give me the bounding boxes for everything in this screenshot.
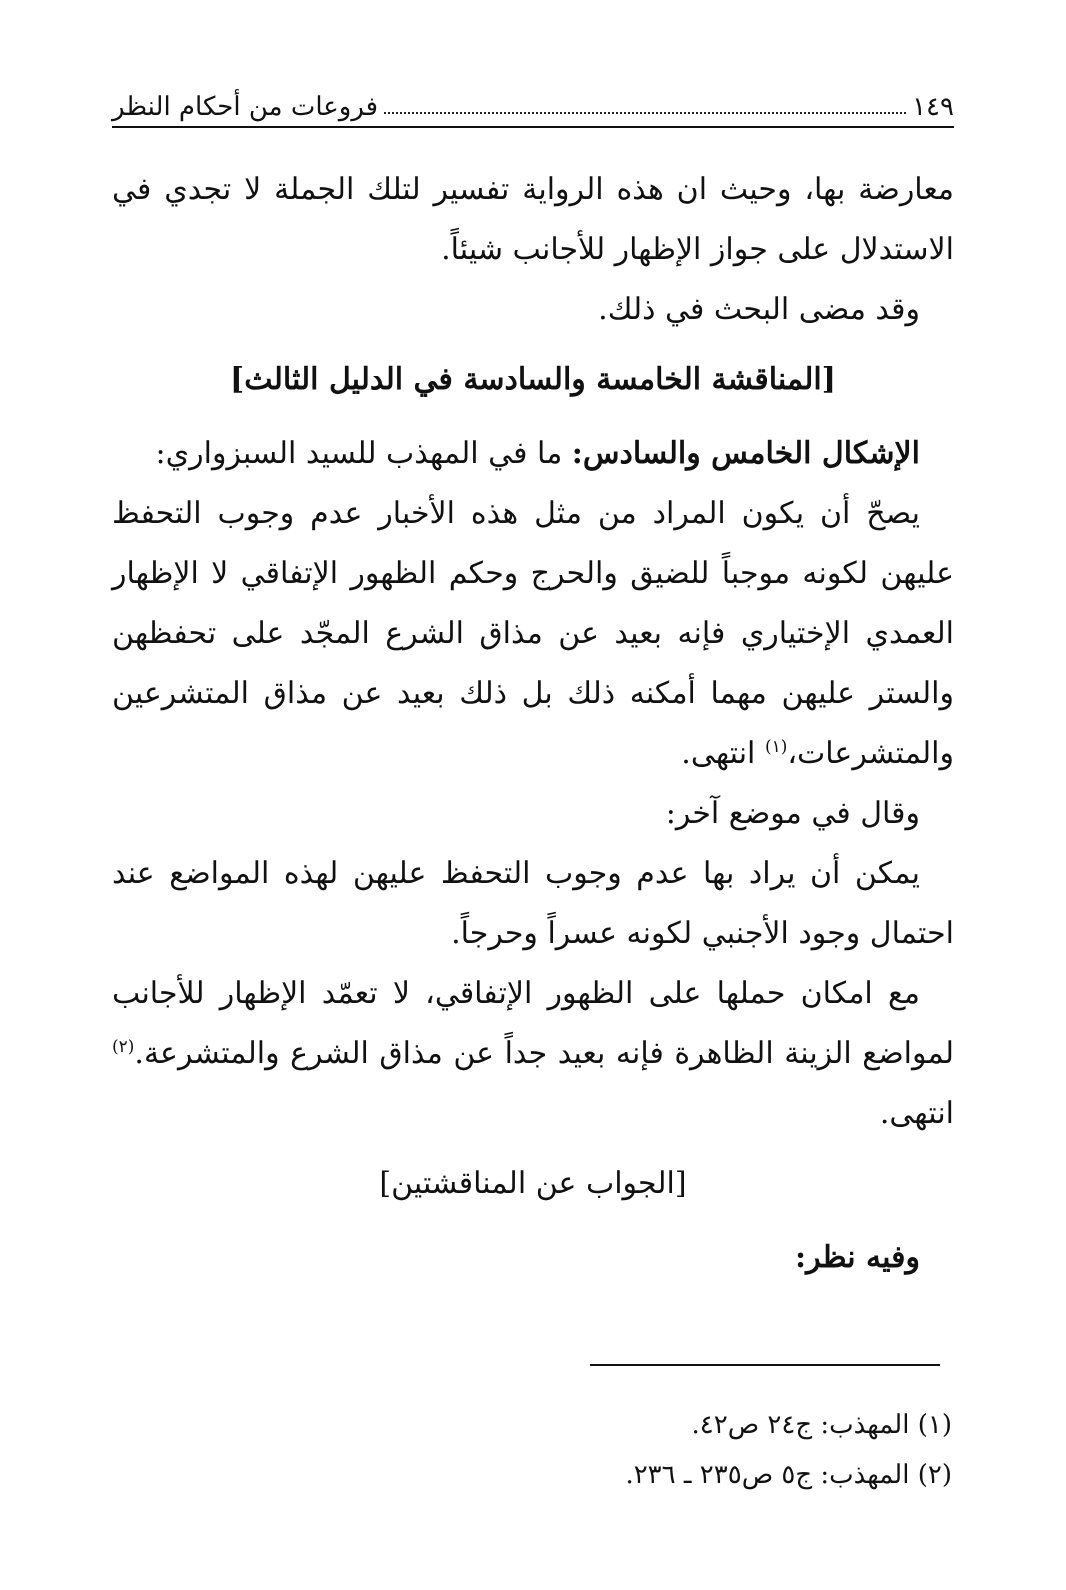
footnote: (١) المهذب: ج٢٤ ص٤٢. [691, 1410, 952, 1440]
header-rule [112, 126, 954, 128]
quotation-paragraph [112, 964, 954, 1144]
paragraph: وقال في موضع آخر: [665, 796, 920, 831]
paragraph: وفيه نظر: [795, 1240, 920, 1275]
running-title: فروعات من أحكام النظر [112, 92, 379, 122]
quotation-paragraph [112, 484, 954, 784]
footnote: (٢) المهذب: ج٥ ص٢٣٥ ـ ٢٣٦. [625, 1460, 952, 1490]
paragraph: وقد مضى البحث في ذلك. [598, 292, 920, 327]
footnote-ref: (٢) [112, 1037, 135, 1057]
footnote-separator [590, 1364, 940, 1366]
page-number: ١٤٩ [912, 92, 954, 122]
bold-lead: الإشكال الخامس والسادس: [571, 436, 920, 471]
paragraph-text: مع امكان حملها على الظهور الإتفاقي، لا تعمّد الإظهار للأجانب لمواضع الزينة الظاهرة فإنه بعيد جداً عن مذاق الشرع والمتشرعة. [112, 976, 954, 1071]
section-heading: [الجواب عن المناقشتين] [379, 1166, 687, 1201]
quotation-paragraph: يمكن أن يراد بها عدم وجوب التحفظ عليهن لهذه المواضع عند احتمال وجود الأجنبي لكونه عسراً وحرجاً. [112, 856, 954, 951]
page-header [112, 78, 954, 122]
main-text [112, 160, 954, 1288]
footnotes [112, 1400, 954, 1500]
paragraph [112, 424, 954, 484]
paragraph-text: ما في المهذب للسيد السبزواري: [155, 436, 572, 471]
header-dot-leader [384, 112, 906, 114]
footnote-ref: (١) [764, 737, 788, 757]
section-heading: [المناقشة الخامسة والسادسة في الدليل الثالث] [230, 362, 836, 397]
paragraph-text: انتهى. [879, 1096, 954, 1131]
paragraph: معارضة بها، وحيث ان هذه الرواية تفسير لتلك الجملة لا تجدي في الاستدلال على جواز الإظهار للأجانب شيئاً. [112, 172, 954, 267]
paragraph-text: يصحّ أن يكون المراد من مثل هذه الأخبار عدم وجوب التحفظ عليهن لكونه موجباً للضيق والحرج وحكم الظهور الإتفاقي لا الإظهار العمدي الإختياري فإنه بعيد عن مذاق الشرع المجّد على تحفظهن والستر عليهن مهما أمكنه ذلك بل ذلك بعيد عن مذاق المتشرعين والمتشرعات، [112, 496, 954, 771]
paragraph-text: انتهى. [681, 736, 765, 771]
